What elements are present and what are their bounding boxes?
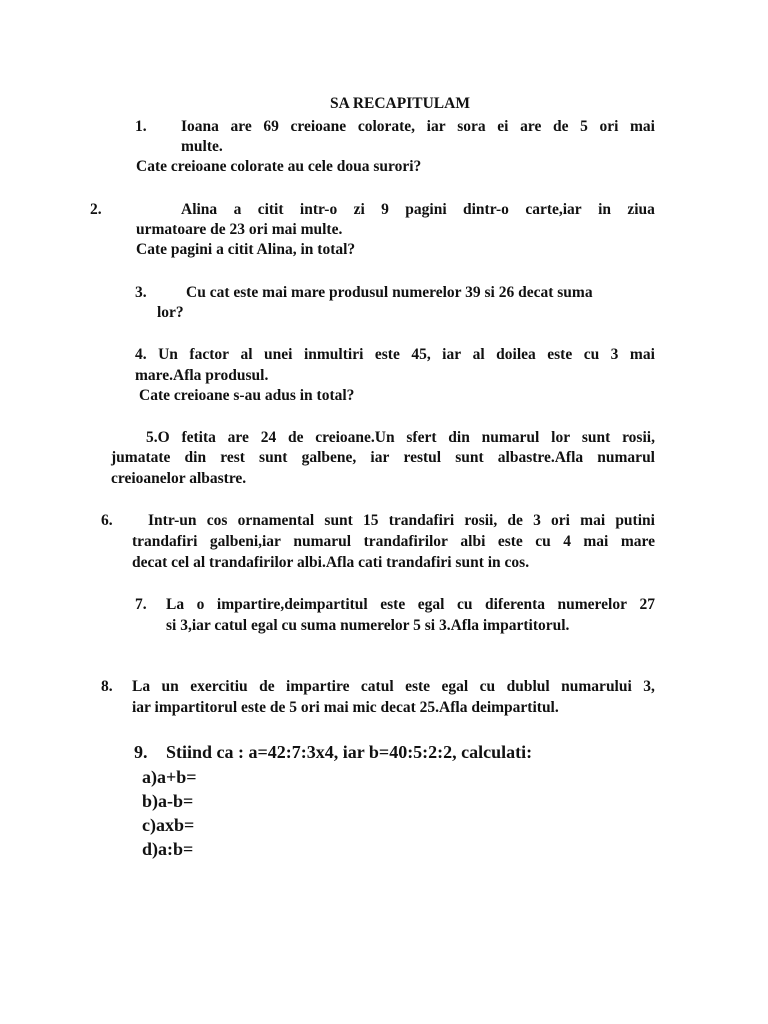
word: are bbox=[230, 118, 252, 135]
problem-9-item-c: c)axb= bbox=[142, 815, 195, 835]
problem-9-number: 9. bbox=[134, 742, 148, 762]
word: albastre.Afla bbox=[497, 449, 584, 466]
word: 24 bbox=[260, 429, 277, 446]
word: rest bbox=[220, 449, 245, 466]
problem-2-question: Cate pagini a citit Alina, in total? bbox=[136, 241, 356, 258]
word: sunt bbox=[455, 449, 484, 466]
problem-7-line-1 bbox=[166, 595, 655, 615]
word: egal bbox=[417, 596, 445, 613]
word: cu bbox=[479, 678, 496, 695]
word: sora bbox=[457, 118, 486, 135]
word: jumatate bbox=[111, 449, 171, 466]
word: numarul bbox=[481, 429, 540, 446]
word: inmultiri bbox=[303, 346, 364, 363]
word: mai bbox=[630, 118, 655, 135]
word: intr-o bbox=[299, 201, 338, 218]
problem-1-line-1 bbox=[181, 117, 655, 137]
word: ei bbox=[497, 118, 509, 135]
word: creioane bbox=[290, 118, 347, 135]
problem-3-line-1: Cu cat este mai mare produsul numerelor 39 si 26 decat suma bbox=[186, 284, 593, 301]
word: mai bbox=[583, 533, 609, 550]
word: zi bbox=[353, 201, 365, 218]
problem-4-line-2: mare.Afla produsul. bbox=[135, 367, 269, 384]
word: cu bbox=[535, 533, 551, 550]
word: are bbox=[227, 429, 249, 446]
word: Alina bbox=[181, 201, 218, 218]
problem-9-line-1: Stiind ca : a=42:7:3x4, iar b=40:5:2:2, calculati: bbox=[166, 742, 533, 762]
problem-5-line-2 bbox=[111, 448, 655, 468]
word: putini bbox=[615, 512, 655, 529]
word: al bbox=[240, 346, 253, 363]
word: cos bbox=[206, 512, 228, 529]
word: sunt bbox=[324, 512, 353, 529]
problem-9-item-b: b)a-b= bbox=[142, 791, 194, 811]
word: numarul bbox=[293, 533, 352, 550]
word: o bbox=[196, 596, 205, 613]
word: 3 bbox=[610, 346, 619, 363]
word: a bbox=[233, 201, 242, 218]
word: iar bbox=[442, 346, 462, 363]
word: cu bbox=[456, 596, 473, 613]
word: La bbox=[166, 596, 185, 613]
word: 45, bbox=[411, 346, 431, 363]
page-title: SA RECAPITULAM bbox=[330, 95, 470, 112]
problem-3-line-2: lor? bbox=[157, 304, 184, 321]
problem-1-question: Cate creioane colorate au cele doua surori? bbox=[136, 158, 422, 175]
word: dintr-o bbox=[463, 201, 509, 218]
word: pagini bbox=[405, 201, 447, 218]
word: ziua bbox=[627, 201, 655, 218]
problem-9-item-d: d)a:b= bbox=[142, 839, 194, 859]
word: Un bbox=[158, 346, 178, 363]
word: rosii, bbox=[622, 429, 655, 446]
word: diferenta bbox=[485, 596, 545, 613]
word: trandafirilor bbox=[363, 533, 448, 550]
word: este bbox=[380, 596, 406, 613]
problem-6-line-2 bbox=[132, 532, 655, 552]
word: lor bbox=[551, 429, 571, 446]
word: factor bbox=[189, 346, 230, 363]
word: rosii, bbox=[464, 512, 498, 529]
word: este bbox=[374, 346, 400, 363]
word: 4. bbox=[135, 346, 147, 363]
word: trandafiri bbox=[132, 533, 198, 550]
word: este bbox=[547, 346, 573, 363]
word: 4 bbox=[563, 533, 571, 550]
problem-5-line-3: creioanelor albastre. bbox=[111, 470, 247, 487]
word: catul bbox=[360, 678, 394, 695]
word: Ioana bbox=[181, 118, 219, 135]
problem-2-number: 2. bbox=[90, 201, 102, 218]
word: numarului bbox=[561, 678, 632, 695]
word: sunt bbox=[581, 429, 611, 446]
word: 3 bbox=[533, 512, 541, 529]
word: galbene, bbox=[301, 449, 357, 466]
word: de bbox=[552, 118, 569, 135]
word: are bbox=[520, 118, 542, 135]
word: 3, bbox=[643, 678, 655, 695]
word: restul bbox=[403, 449, 442, 466]
word: este bbox=[497, 533, 523, 550]
word: numerelor bbox=[557, 596, 627, 613]
word: impartire,deimpartitul bbox=[216, 596, 368, 613]
word: impartire bbox=[286, 678, 350, 695]
problem-2-line-2: urmatoare de 23 ori mai multe. bbox=[136, 221, 343, 238]
word: albi bbox=[460, 533, 486, 550]
problem-1-line-2: multe. bbox=[181, 138, 223, 155]
word: creioane.Un bbox=[315, 429, 395, 446]
word: iar bbox=[426, 118, 446, 135]
problem-9-item-a: a)a+b= bbox=[142, 767, 197, 787]
word: 69 bbox=[263, 118, 279, 135]
problem-7-line-2: si 3,iar catul egal cu suma numerelor 5 si 3.Afla impartitorul. bbox=[166, 617, 570, 634]
word: mare bbox=[620, 533, 655, 550]
word: 27 bbox=[639, 596, 655, 613]
word: in bbox=[598, 201, 611, 218]
word: ori bbox=[599, 118, 619, 135]
word: cu bbox=[583, 346, 600, 363]
problem-1-number: 1. bbox=[135, 118, 147, 135]
problem-4-line-1 bbox=[135, 345, 655, 365]
word: 5 bbox=[580, 118, 588, 135]
problem-8-number: 8. bbox=[101, 678, 113, 695]
word: mai bbox=[580, 512, 606, 529]
word: 9 bbox=[381, 201, 389, 218]
word: sfert bbox=[406, 429, 437, 446]
word: La bbox=[132, 678, 151, 695]
problem-6-line-3: decat cel al trandafirilor albi.Afla cati trandafiri sunt in cos. bbox=[132, 554, 530, 571]
word: dublul bbox=[506, 678, 550, 695]
problem-4-question: Cate creioane s-au adus in total? bbox=[139, 387, 355, 404]
word: galbeni,iar bbox=[209, 533, 281, 550]
word: de bbox=[259, 678, 275, 695]
problem-6-line-1 bbox=[148, 511, 655, 531]
word: unei bbox=[264, 346, 293, 363]
word: numarul bbox=[597, 449, 655, 466]
word: mai bbox=[629, 346, 655, 363]
word: ornamental bbox=[237, 512, 315, 529]
word: doilea bbox=[496, 346, 536, 363]
problem-7-number: 7. bbox=[135, 596, 147, 613]
word: iar bbox=[370, 449, 390, 466]
problem-5-line-1 bbox=[146, 428, 655, 448]
word: fetita bbox=[181, 429, 216, 446]
word: Intr-un bbox=[148, 512, 197, 529]
problem-8-line-1 bbox=[132, 677, 655, 697]
word: trandafiri bbox=[388, 512, 455, 529]
word: colorate, bbox=[357, 118, 416, 135]
word: 5.O bbox=[146, 429, 170, 446]
word: un bbox=[161, 678, 179, 695]
word: de bbox=[507, 512, 523, 529]
word: al bbox=[472, 346, 485, 363]
word: ori bbox=[551, 512, 570, 529]
word: din bbox=[184, 449, 207, 466]
word: carte,iar bbox=[525, 201, 582, 218]
word: este bbox=[405, 678, 431, 695]
word: citit bbox=[257, 201, 284, 218]
problem-8-line-2: iar impartitorul este de 5 ori mai mic decat 25.Afla deimpartitul. bbox=[132, 699, 559, 716]
word: exercitiu bbox=[190, 678, 248, 695]
problem-6-number: 6. bbox=[101, 512, 113, 529]
word: sunt bbox=[259, 449, 288, 466]
word: egal bbox=[441, 678, 469, 695]
word: 15 bbox=[363, 512, 379, 529]
word: din bbox=[448, 429, 470, 446]
problem-3-number: 3. bbox=[135, 284, 147, 301]
word: de bbox=[287, 429, 304, 446]
problem-2-line-1 bbox=[181, 200, 655, 220]
